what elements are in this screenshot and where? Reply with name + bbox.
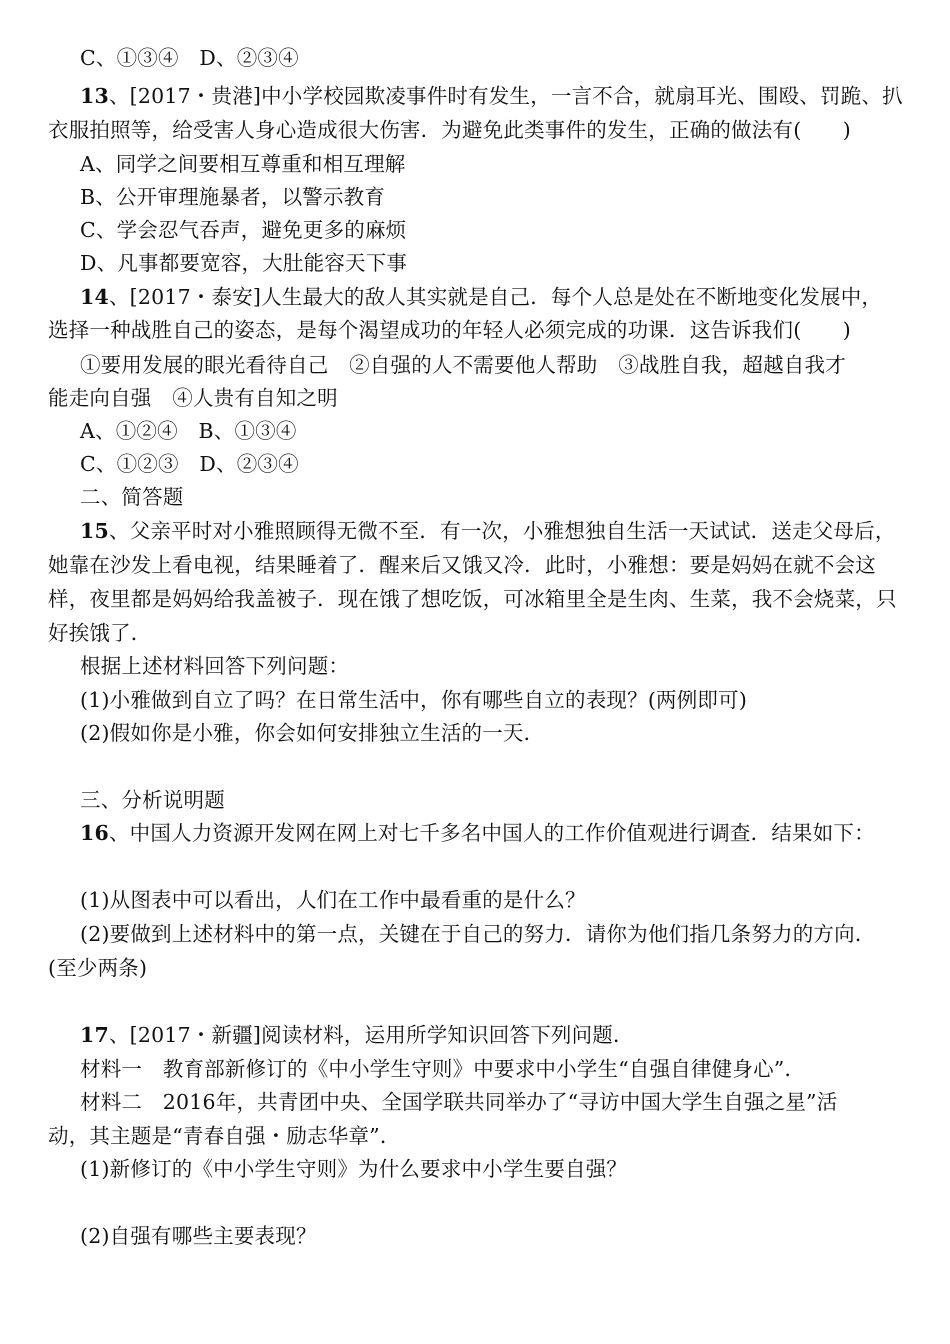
q14-statements-1: ①要用发展的眼光看待自己 ②自强的人不需要他人帮助 ③战胜自我，超越自我才 — [80, 353, 846, 377]
q15-sub-1: (1)小雅做到自立了吗？在日常生活中，你有哪些自立的表现？(两例即可) — [80, 688, 748, 712]
q15-line-3: 样，夜里都是妈妈给我盖被子．现在饿了想吃饭，可冰箱里全是生肉、生菜，我不会烧菜，只 — [48, 587, 897, 611]
q13-line-2: 衣服拍照等，给受害人身心造成很大伤害．为避免此类事件的发生，正确的做法有( ) — [48, 118, 851, 142]
q16-text-1: 、中国人力资源开发网在网上对七千多名中国人的工作价值观进行调查．结果如下： — [108, 821, 875, 845]
q14-number: 14 — [80, 285, 109, 309]
q13-option-b: B、公开审理施暴者，以警示教育 — [80, 185, 386, 209]
q17-material-1: 材料一 教育部新修订的《中小学生守则》中要求中小学生“自强自律健身心”． — [80, 1057, 806, 1081]
q16-sub-2b: (至少两条) — [48, 956, 148, 980]
q15-number: 15 — [80, 519, 109, 543]
q14-text-1: 、[2017・泰安]人生最大的敌人其实就是自己．每个人总是处在不断地变化发展中， — [108, 285, 883, 309]
q13-option-c: C、学会忍气吞声，避免更多的麻烦 — [80, 218, 407, 242]
q13-option-a: A、同学之间要相互尊重和相互理解 — [80, 152, 406, 176]
q16-sub-2a: (2)要做到上述材料中的第一点，关键在于自己的努力．请你为他们指几条努力的方向． — [80, 922, 876, 946]
q15-line-4: 好挨饿了． — [48, 621, 152, 645]
q17-material-2a: 材料二 2016年，共青团中央、全国学联共同举办了“寻访中国大学生自强之星”活 — [80, 1090, 838, 1114]
q12-options-cd: C、①③④ D、②③④ — [80, 46, 299, 70]
q17-number: 17 — [80, 1023, 109, 1047]
q17-text-1: 、[2017・新疆]阅读材料，运用所学知识回答下列问题． — [108, 1023, 634, 1047]
q14-line-2: 选择一种战胜自己的姿态，是每个渴望成功的年轻人必须完成的功课．这告诉我们( ) — [48, 318, 851, 342]
q16-sub-1: (1)从图表中可以看出，人们在工作中最看重的是什么？ — [80, 888, 586, 912]
q15-line-2: 她靠在沙发上看电视，结果睡着了．醒来后又饿又冷．此时，小雅想：要是妈妈在就不会这 — [48, 553, 876, 577]
q15-prompt: 根据上述材料回答下列问题： — [80, 654, 350, 678]
q13-text-1: 、[2017・贵港]中小学校园欺凌事件时有发生，一言不合，就扇耳光、围殴、罚跪、扒 — [108, 84, 903, 108]
q13-number: 13 — [80, 84, 109, 108]
q17-material-2b: 动，其主题是“青春自强・励志华章”． — [48, 1124, 401, 1148]
q17-sub-2: (2)自强有哪些主要表现？ — [80, 1224, 317, 1248]
q15-text-1: 、父亲平时对小雅照顾得无微不至．有一次，小雅想独自生活一天试试．送走父母后， — [108, 519, 896, 543]
q14-options-ab: A、①②④ B、①③④ — [80, 419, 297, 443]
q14-line-1 — [80, 283, 882, 311]
q15-line-1 — [80, 517, 896, 545]
q14-options-cd: C、①②③ D、②③④ — [80, 452, 299, 476]
q14-statements-2: 能走向自强 ④人贵有自知之明 — [48, 386, 338, 410]
section-3-title: 三、分析说明题 — [80, 788, 225, 812]
q16-number: 16 — [80, 821, 109, 845]
q15-sub-2: (2)假如你是小雅，你会如何安排独立生活的一天． — [80, 721, 545, 745]
q16-line-1 — [80, 819, 875, 847]
q13-line-1 — [80, 82, 903, 110]
section-2-title: 二、简答题 — [80, 485, 184, 509]
q17-line-1 — [80, 1021, 634, 1049]
q17-sub-1: (1)新修订的《中小学生守则》为什么要求中小学生要自强？ — [80, 1157, 628, 1181]
q13-option-d: D、凡事都要宽容，大肚能容天下事 — [80, 251, 408, 275]
